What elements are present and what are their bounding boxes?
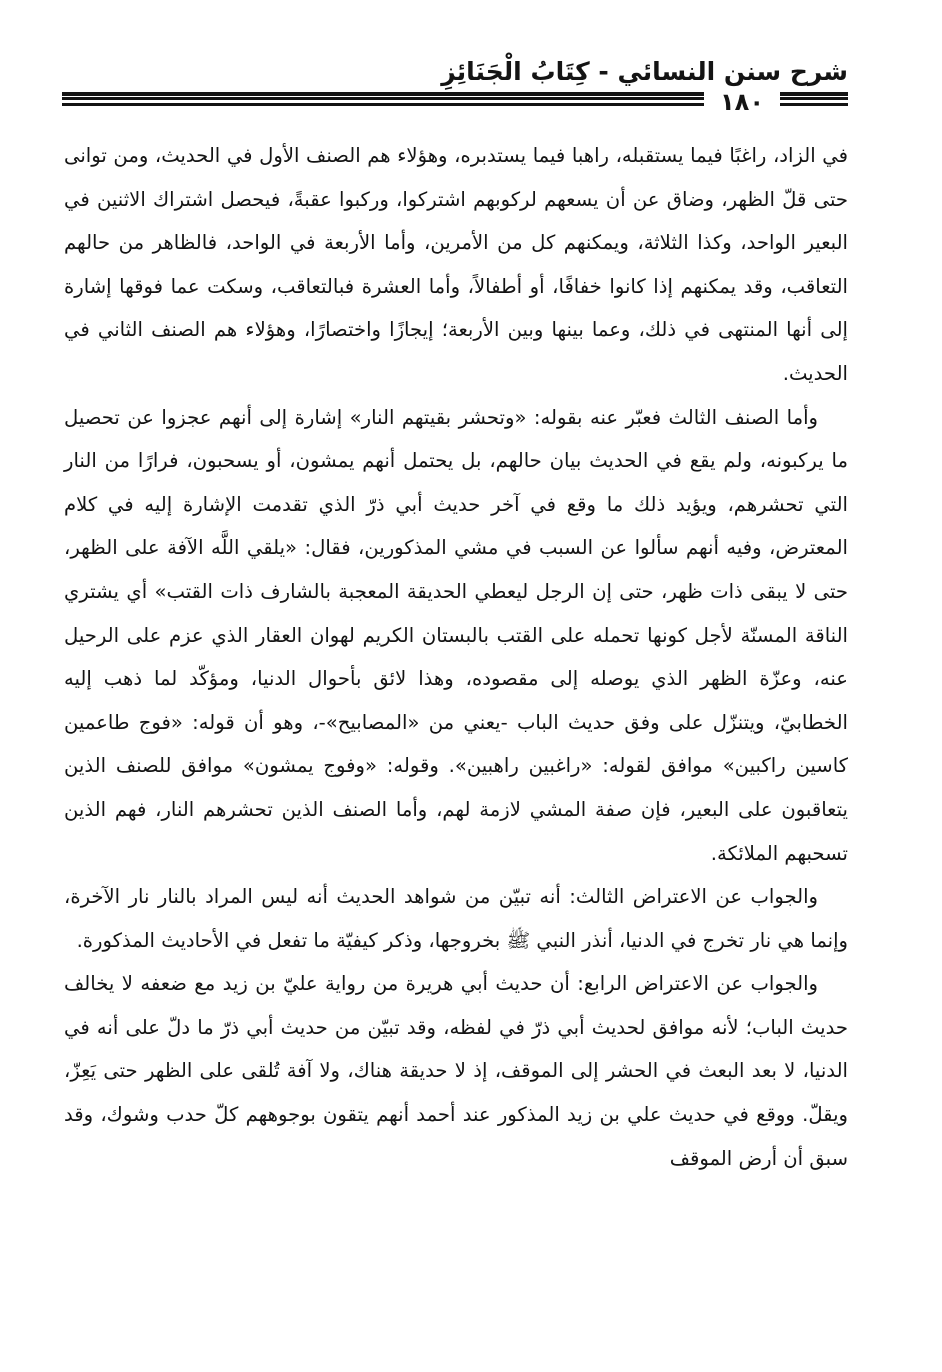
paragraph: والجواب عن الاعتراض الثالث: أنه تبيّن من شواهد الحديث أنه ليس المراد بالنار نار الآخرة، وإنما هي نار تخرج في الدنيا، أنذر النبي ﷺ بخروجها، وذكر كيفيّة ما تفعل في الأحاديث المذكورة. [64,885,848,952]
paragraph: في الزاد، راغبًا فيما يستقبله، راهبا فيما يستدبره، وهؤلاء هم الصنف الأول في الحديث، ومن توانى حتى قلّ الظهر، وضاق عن أن يسعهم لركوبهم اشتركوا، وركبوا عقبةً، فيحصل اشتراك الاثنين في البعير الواحد، وكذا الثلاثة، ويمكنهم كل من الأمرين، وأما الأربعة في الواحد، فالظاهر من حالهم التعاقب، وقد يمكنهم إذا كانوا خفافًا، أو أطفالاً، وأما العشرة فبالتعاقب، وسكت عما فوقها إشارة إلى أنها المنتهى في ذلك، وعما بينها وبين الأربعة؛ إيجازًا واختصارًا، وهؤلاء هم الصنف الثاني في الحديث. [64,144,848,385]
paragraph: والجواب عن الاعتراض الرابع: أن حديث أبي هريرة من رواية عليّ بن زيد مع ضعفه لا يخالف حديث الباب؛ لأنه موافق لحديث أبي ذرّ في لفظه، وقد تبيّن من حديث أبي ذرّ ما دلّ على أنه في الدنيا، لا بعد البعث في الحشر إلى الموقف، إذ لا حديقة هناك، ولا آفة تُلقى على الظهر حتى يَعِزّ، ويقلّ. ووقع في حديث علي بن زيد المذكور عند أحمد أنهم يتقون بوجوههم كلّ حدب وشوك، وقد سبق أن أرض الموقف [64,972,848,1170]
running-header [62,56,848,90]
page-number: ١٨٠ [704,87,780,117]
paragraph: وأما الصنف الثالث فعبّر عنه بقوله: «وتحشر بقيتهم النار» إشارة إلى أنهم عجزوا عن تحصيل ما يركبونه، ولم يقع في الحديث بيان حالهم، بل يحتمل أنهم يمشون، أو يسحبون، فرارًا من النار التي تحشرهم، ويؤيد ذلك ما وقع في آخر حديث أبي ذرّ الذي تقدمت الإشارة إليه في كلام المعترض، وفيه أنهم سألوا عن السبب في مشي المذكورين، فقال: «يلقي اللَّه الآفة على الظهر، حتى لا يبقى ذات ظهر، حتى إن الرجل ليعطي الحديقة المعجبة بالشارف ذات القتب» أي يشتري الناقة المسنّة لأجل كونها تحمله على القتب بالبستان الكريم لهوان العقار الذي عزم على الرحيل عنه، وعزّة الظهر الذي يوصله إلى مقصوده، وهذا لائق بأحوال الدنيا، ومؤكّد لما ذهب إليه الخطابيّ، ويتنزّل على وفق حديث الباب -يعني من «المصابيح»-، وهو أن قوله: «فوج طاعمين كاسين راكبين» موافق لقوله: «راغبين راهبين». وقوله: «وفوج يمشون» موافق للصنف الذين يتعاقبون على البعير، فإن صفة المشي لازمة لهم، وأما الصنف الذين تحشرهم النار، فهم الذين تسحبهم الملائكة. [64,405,848,865]
running-title: شرح سنن النسائي - كِتَابُ الْجَنَائِزِ [441,57,848,86]
body-text [64,134,848,1180]
